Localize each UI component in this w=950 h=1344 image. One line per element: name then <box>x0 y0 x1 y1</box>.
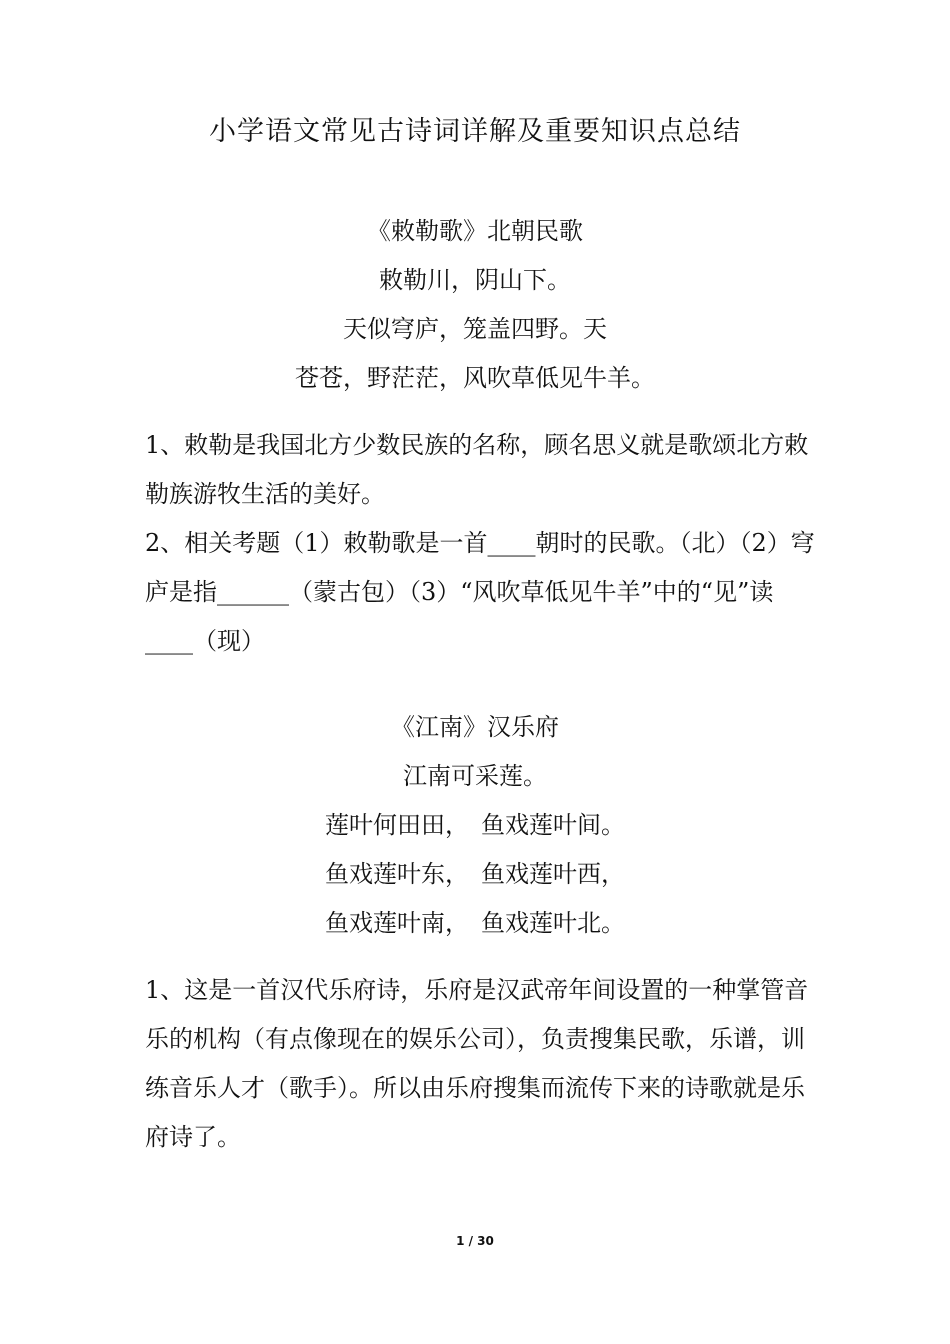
note-paragraph: 1、这是一首汉代乐府诗，乐府是汉武帝年间设置的一种掌管音乐的机构（有点像现在的娱乐公司），负责搜集民歌，乐谱，训练音乐人才（歌手）。所以由乐府搜集而流传下来的诗歌就是乐府诗了。 <box>145 976 809 1151</box>
poem-chile-ge <box>0 207 950 403</box>
notes-chile-ge <box>145 421 815 666</box>
notes-jiangnan <box>145 966 815 1162</box>
poem-line: 鱼戏莲叶东， 鱼戏莲叶西， <box>325 860 625 888</box>
poem-line: 天似穹庐，笼盖四野。天 <box>343 315 607 343</box>
poem-line: 苍苍，野茫茫，风吹草低见牛羊。 <box>295 364 655 392</box>
document-title: 小学语文常见古诗词详解及重要知识点总结 <box>209 116 741 147</box>
poem-title: 《江南》汉乐府 <box>391 713 559 741</box>
poem-line: 鱼戏莲叶南， 鱼戏莲叶北。 <box>325 909 625 937</box>
note-paragraph: 2、相关考题（1）敕勒歌是一首____朝时的民歌。（北）（2）穹庐是指______（蒙古包）（3）“风吹草低见牛羊”中的“见”读____（现） <box>145 529 815 655</box>
poem-line: 敕勒川，阴山下。 <box>379 266 571 294</box>
poem-title: 《敕勒歌》北朝民歌 <box>367 217 583 245</box>
poem-jiangnan <box>0 703 950 948</box>
poem-line: 莲叶何田田， 鱼戏莲叶间。 <box>325 811 625 839</box>
note-paragraph: 1、敕勒是我国北方少数民族的名称，顾名思义就是歌颂北方敕勒族游牧生活的美好。 <box>145 431 809 508</box>
page-number: 1 / 30 <box>456 1234 494 1248</box>
poem-line: 江南可采莲。 <box>403 762 547 790</box>
